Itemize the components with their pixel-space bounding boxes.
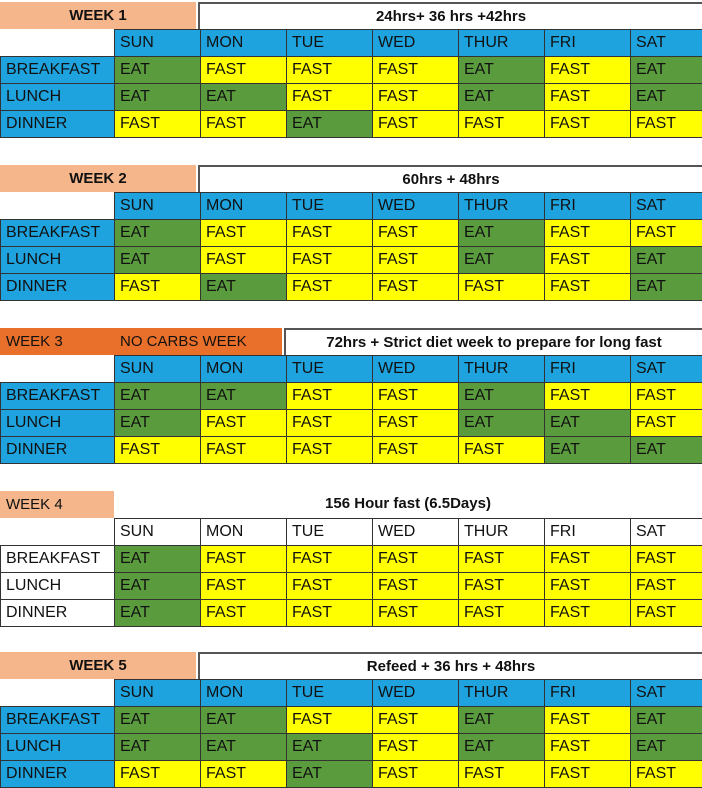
meal-cell: EAT <box>631 247 702 274</box>
meal-cell: FAST <box>459 546 545 573</box>
meal-cell: EAT <box>631 734 702 761</box>
week-4-header <box>0 491 702 518</box>
meal-label: BREAKFAST <box>1 383 115 410</box>
meal-cell: FAST <box>545 383 631 410</box>
meal-cell: EAT <box>115 546 201 573</box>
meal-cell: FAST <box>545 761 631 788</box>
meal-cell: FAST <box>201 600 287 627</box>
meal-cell: EAT <box>459 707 545 734</box>
meal-label: LUNCH <box>1 734 115 761</box>
meal-cell: FAST <box>201 111 287 138</box>
corner-cell <box>1 680 115 707</box>
week-label: WEEK 4 <box>6 496 63 513</box>
week-3-block <box>0 328 702 464</box>
meal-cell: EAT <box>115 573 201 600</box>
meal-cell: FAST <box>373 247 459 274</box>
meal-cell: FAST <box>201 57 287 84</box>
day-sun: SUN <box>115 680 201 707</box>
day-thur: THUR <box>459 30 545 57</box>
day-wed: WED <box>373 30 459 57</box>
meal-cell: FAST <box>545 707 631 734</box>
meal-cell: FAST <box>373 410 459 437</box>
meal-cell: EAT <box>115 600 201 627</box>
meal-cell: FAST <box>287 546 373 573</box>
meal-cell: FAST <box>373 707 459 734</box>
week-1-block <box>0 2 702 138</box>
meal-cell: EAT <box>287 761 373 788</box>
meal-cell: FAST <box>115 111 201 138</box>
day-fri: FRI <box>545 680 631 707</box>
meal-cell: FAST <box>287 247 373 274</box>
meal-cell: EAT <box>115 707 201 734</box>
meal-cell: FAST <box>459 437 545 464</box>
meal-cell: FAST <box>373 84 459 111</box>
week-5-header <box>0 652 702 679</box>
meal-row-dinner <box>1 437 702 464</box>
corner-cell <box>1 30 115 57</box>
meal-cell: EAT <box>631 84 702 111</box>
week-3-header <box>0 328 702 355</box>
meal-cell: FAST <box>631 600 702 627</box>
meal-label: LUNCH <box>1 410 115 437</box>
meal-cell: FAST <box>545 247 631 274</box>
meal-cell: EAT <box>459 247 545 274</box>
meal-row-lunch <box>1 734 702 761</box>
meal-label: LUNCH <box>1 84 115 111</box>
meal-cell: FAST <box>373 600 459 627</box>
day-fri: FRI <box>545 193 631 220</box>
day-sun: SUN <box>115 30 201 57</box>
meal-row-breakfast <box>1 220 702 247</box>
day-sat: SAT <box>631 356 702 383</box>
meal-cell: FAST <box>545 84 631 111</box>
meal-cell: FAST <box>287 84 373 111</box>
day-wed: WED <box>373 356 459 383</box>
meal-label: BREAKFAST <box>1 707 115 734</box>
meal-cell: FAST <box>287 57 373 84</box>
meal-cell: EAT <box>115 247 201 274</box>
meal-cell: FAST <box>201 410 287 437</box>
corner-cell <box>1 193 115 220</box>
day-wed: WED <box>373 519 459 546</box>
corner-cell <box>1 519 115 546</box>
meal-cell: EAT <box>115 84 201 111</box>
meal-row-breakfast <box>1 57 702 84</box>
day-mon: MON <box>201 519 287 546</box>
meal-cell: EAT <box>631 707 702 734</box>
meal-cell: FAST <box>545 57 631 84</box>
day-sat: SAT <box>631 30 702 57</box>
meal-cell: EAT <box>287 111 373 138</box>
meal-cell: FAST <box>115 761 201 788</box>
meal-cell: FAST <box>373 111 459 138</box>
meal-cell: EAT <box>201 707 287 734</box>
meal-cell: FAST <box>373 220 459 247</box>
day-thur: THUR <box>459 680 545 707</box>
meal-cell: FAST <box>545 220 631 247</box>
day-header-row <box>1 519 702 546</box>
meal-cell: FAST <box>545 274 631 301</box>
day-wed: WED <box>373 193 459 220</box>
meal-cell: EAT <box>459 383 545 410</box>
week-1-table <box>0 29 702 138</box>
meal-cell: EAT <box>545 437 631 464</box>
meal-cell: FAST <box>287 383 373 410</box>
day-sun: SUN <box>115 519 201 546</box>
week-title: Refeed + 36 hrs + 48hrs <box>198 652 702 679</box>
meal-cell: FAST <box>373 274 459 301</box>
day-tue: TUE <box>287 30 373 57</box>
day-header-row <box>1 193 702 220</box>
meal-cell: EAT <box>631 57 702 84</box>
day-fri: FRI <box>545 30 631 57</box>
week-label-bg <box>0 491 114 518</box>
meal-label: DINNER <box>1 600 115 627</box>
meal-row-breakfast <box>1 707 702 734</box>
meal-cell: FAST <box>287 573 373 600</box>
meal-cell: FAST <box>631 761 702 788</box>
meal-cell: EAT <box>459 57 545 84</box>
meal-cell: EAT <box>459 84 545 111</box>
week-label: WEEK 1 <box>0 2 196 29</box>
meal-row-lunch <box>1 247 702 274</box>
meal-label: BREAKFAST <box>1 220 115 247</box>
meal-cell: FAST <box>201 247 287 274</box>
meal-cell: FAST <box>201 573 287 600</box>
corner-cell <box>1 356 115 383</box>
meal-cell: EAT <box>631 437 702 464</box>
meal-cell: FAST <box>459 573 545 600</box>
meal-cell: EAT <box>545 410 631 437</box>
meal-row-breakfast <box>1 383 702 410</box>
day-thur: THUR <box>459 519 545 546</box>
week-label: WEEK 2 <box>0 165 196 192</box>
week-title: 60hrs + 48hrs <box>198 165 702 192</box>
meal-row-lunch <box>1 84 702 111</box>
meal-cell: EAT <box>287 734 373 761</box>
day-tue: TUE <box>287 680 373 707</box>
meal-cell: EAT <box>201 274 287 301</box>
meal-cell: FAST <box>459 761 545 788</box>
week-4-block <box>0 491 702 627</box>
day-header-row <box>1 680 702 707</box>
meal-cell: FAST <box>287 220 373 247</box>
meal-label: DINNER <box>1 437 115 464</box>
week-title: 156 Hour fast (6.5Days) <box>114 491 702 518</box>
week-2-table <box>0 192 702 301</box>
meal-row-dinner <box>1 111 702 138</box>
meal-row-breakfast <box>1 546 702 573</box>
meal-cell: EAT <box>459 220 545 247</box>
day-sun: SUN <box>115 193 201 220</box>
week-label: WEEK 5 <box>0 652 196 679</box>
meal-cell: EAT <box>115 220 201 247</box>
meal-row-lunch <box>1 573 702 600</box>
meal-cell: FAST <box>545 573 631 600</box>
meal-cell: FAST <box>631 111 702 138</box>
day-mon: MON <box>201 193 287 220</box>
meal-cell: FAST <box>545 600 631 627</box>
meal-cell: EAT <box>115 383 201 410</box>
meal-cell: FAST <box>201 437 287 464</box>
meal-row-lunch <box>1 410 702 437</box>
day-wed: WED <box>373 680 459 707</box>
meal-label: DINNER <box>1 111 115 138</box>
meal-cell: FAST <box>287 410 373 437</box>
meal-cell: FAST <box>631 220 702 247</box>
meal-row-dinner <box>1 761 702 788</box>
meal-cell: FAST <box>201 546 287 573</box>
week-5-block <box>0 652 702 788</box>
day-sun: SUN <box>115 356 201 383</box>
day-sat: SAT <box>631 193 702 220</box>
week-1-header <box>0 2 702 29</box>
no-carbs-label: NO CARBS WEEK <box>120 328 247 355</box>
meal-cell: FAST <box>373 57 459 84</box>
week-title: 24hrs+ 36 hrs +42hrs <box>198 2 702 29</box>
week-3-table <box>0 355 702 464</box>
meal-cell: FAST <box>631 383 702 410</box>
day-header-row <box>1 30 702 57</box>
day-tue: TUE <box>287 356 373 383</box>
day-thur: THUR <box>459 193 545 220</box>
meal-row-dinner <box>1 600 702 627</box>
meal-cell: FAST <box>287 600 373 627</box>
meal-cell: FAST <box>373 546 459 573</box>
day-sat: SAT <box>631 680 702 707</box>
meal-cell: FAST <box>287 274 373 301</box>
meal-cell: FAST <box>287 707 373 734</box>
meal-label: DINNER <box>1 274 115 301</box>
day-fri: FRI <box>545 519 631 546</box>
meal-cell: EAT <box>201 734 287 761</box>
meal-cell: FAST <box>545 734 631 761</box>
meal-cell: FAST <box>115 274 201 301</box>
meal-cell: FAST <box>287 437 373 464</box>
day-thur: THUR <box>459 356 545 383</box>
day-tue: TUE <box>287 519 373 546</box>
meal-cell: EAT <box>201 84 287 111</box>
day-tue: TUE <box>287 193 373 220</box>
meal-cell: EAT <box>459 734 545 761</box>
meal-cell: FAST <box>373 734 459 761</box>
week-4-table <box>0 518 702 627</box>
meal-cell: FAST <box>631 573 702 600</box>
meal-cell: FAST <box>373 383 459 410</box>
meal-cell: FAST <box>373 761 459 788</box>
meal-cell: EAT <box>115 734 201 761</box>
meal-row-dinner <box>1 274 702 301</box>
meal-cell: EAT <box>115 410 201 437</box>
meal-cell: FAST <box>545 111 631 138</box>
meal-cell: FAST <box>201 761 287 788</box>
meal-label: LUNCH <box>1 573 115 600</box>
meal-cell: FAST <box>631 410 702 437</box>
day-sat: SAT <box>631 519 702 546</box>
day-mon: MON <box>201 30 287 57</box>
meal-label: BREAKFAST <box>1 57 115 84</box>
week-2-block <box>0 165 702 301</box>
meal-cell: FAST <box>631 546 702 573</box>
meal-cell: FAST <box>459 274 545 301</box>
meal-cell: FAST <box>373 573 459 600</box>
day-header-row <box>1 356 702 383</box>
day-fri: FRI <box>545 356 631 383</box>
meal-cell: FAST <box>545 546 631 573</box>
week-5-table <box>0 679 702 788</box>
meal-cell: FAST <box>373 437 459 464</box>
meal-cell: EAT <box>115 57 201 84</box>
meal-cell: EAT <box>201 383 287 410</box>
meal-cell: EAT <box>459 410 545 437</box>
meal-cell: FAST <box>201 220 287 247</box>
meal-label: LUNCH <box>1 247 115 274</box>
week-label: WEEK 3 <box>6 333 63 350</box>
meal-label: BREAKFAST <box>1 546 115 573</box>
week-2-header <box>0 165 702 192</box>
meal-cell: FAST <box>459 111 545 138</box>
meal-cell: FAST <box>115 437 201 464</box>
week-title: 72hrs + Strict diet week to prepare for long fast <box>284 328 702 355</box>
day-mon: MON <box>201 356 287 383</box>
meal-label: DINNER <box>1 761 115 788</box>
meal-cell: FAST <box>459 600 545 627</box>
meal-cell: EAT <box>631 274 702 301</box>
day-mon: MON <box>201 680 287 707</box>
